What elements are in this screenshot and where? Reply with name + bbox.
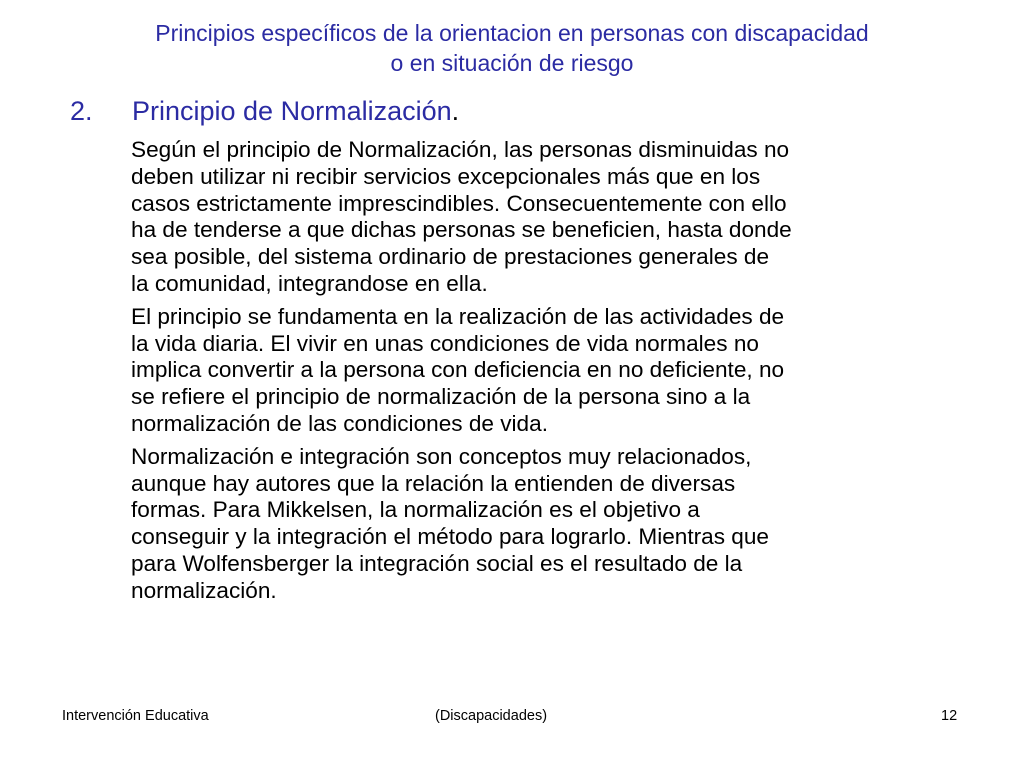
paragraph-line: sea posible, del sistema ordinario de prestaciones generales de [131,244,770,270]
paragraph-line: conseguir y la integración el método para lograrlo. Mientras que [131,524,769,550]
paragraph-line: la comunidad, integrandose en ella. [131,270,488,296]
section-heading [70,94,459,128]
footer-topic: (Discapacidades) [435,708,548,724]
footer-course-name: Intervención Educativa [62,708,209,724]
footer-page-number: 12 [941,708,958,724]
paragraph-line: implica convertir a la persona con deficiencia en no deficiente, no [131,357,785,383]
section-title: Principio de Normalización [132,96,452,126]
paragraph-line: casos estrictamente imprescindibles. Consecuentemente con ello [131,190,787,216]
paragraph-line: El principio se fundamenta en la realización de las actividades de [131,303,785,329]
section-number: 2. [70,96,93,126]
paragraph-1 [131,137,991,298]
paragraph-line: deben utilizar ni recibir servicios excepcionales más que en los [131,163,761,189]
section-title-punctuation: . [451,96,460,126]
paragraph-line: Según el principio de Normalización, las personas disminuidas no [131,137,790,162]
paragraph-2 [131,304,991,438]
paragraph-3 [131,444,991,605]
slide-title-line-1: Principios específicos de la orientacion en personas con discapacidad [155,20,869,46]
paragraph-line: normalización de las condiciones de vida. [131,410,548,436]
paragraph-line: se refiere el principio de normalización de la persona sino a la [131,384,751,410]
paragraph-line: ha de tenderse a que dichas personas se beneficien, hasta donde [131,217,792,243]
paragraph-line: aunque hay autores que la relación la entienden de diversas [131,470,736,496]
paragraph-line: la vida diaria. El vivir en unas condiciones de vida normales no [131,330,759,356]
slide-title [40,18,984,78]
paragraph-line: formas. Para Mikkelsen, la normalización es el objetivo a [131,497,700,523]
slide-body [131,137,991,611]
paragraph-line: para Wolfensberger la integración social es el resultado de la [131,550,743,576]
slide-title-line-2: o en situación de riesgo [390,50,634,76]
paragraph-line: normalización. [131,577,277,603]
paragraph-line: Normalización e integración son conceptos muy relacionados, [131,443,752,469]
